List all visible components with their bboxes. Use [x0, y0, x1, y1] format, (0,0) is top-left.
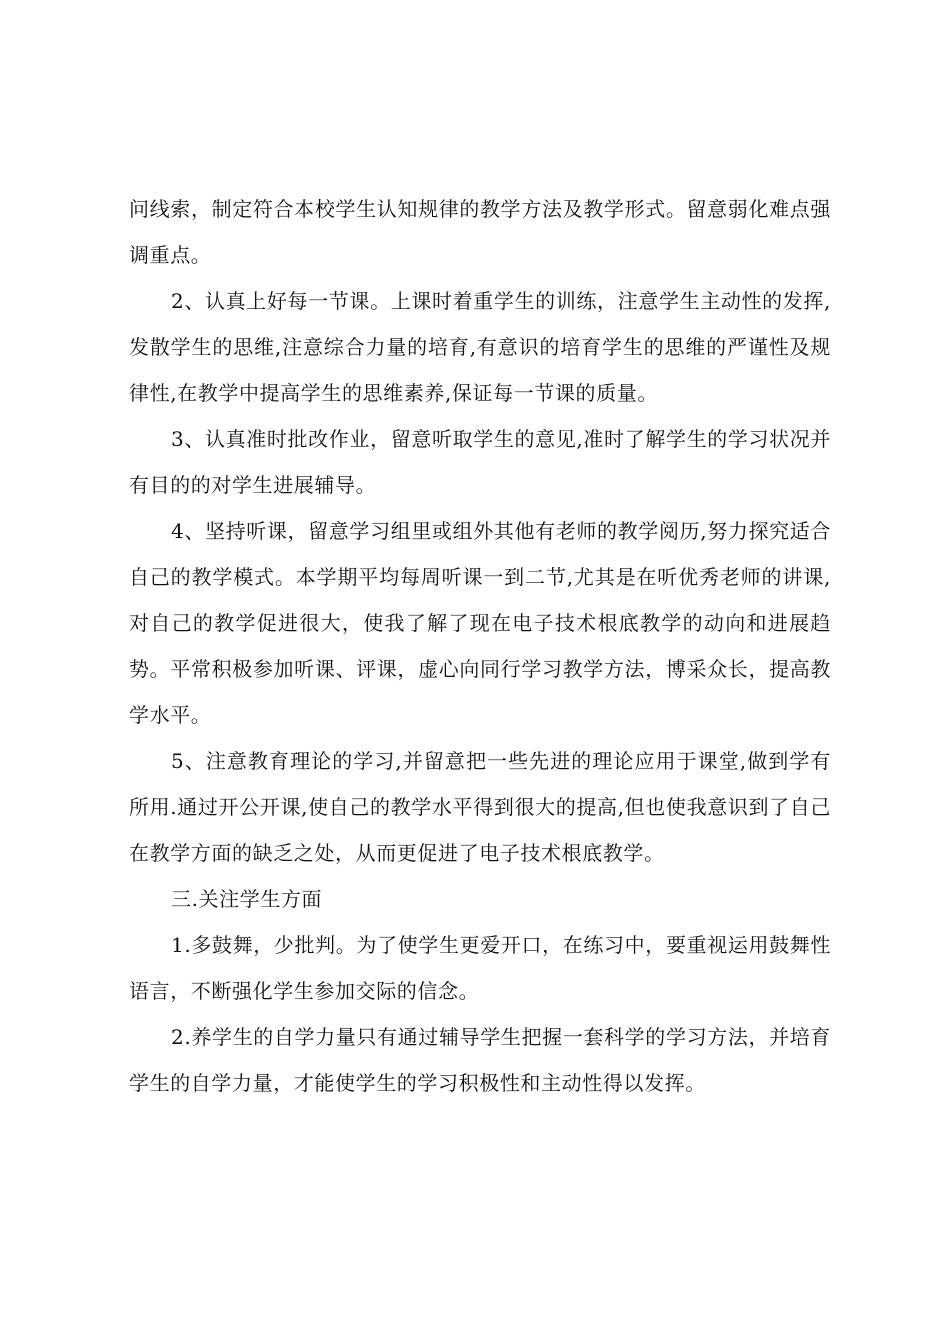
paragraph-subitem-1: 1.多鼓舞，少批判。为了使学生更爱开口，在练习中，要重视运用鼓舞性语言，不断强化学生参加交际的信念。 — [129, 933, 831, 1003]
paragraph-item-5: 5、注意教育理论的学习,并留意把一些先进的理论应用于课堂,做到学有所用.通过开公开课,使自己的教学水平得到很大的提高,但也使我意识到了自己在教学方面的缺乏之处，从而更促进了电子技术根底教学。 — [129, 749, 831, 865]
paragraph-continuation: 问线索，制定符合本校学生认知规律的教学方法及教学形式。留意弱化难点强调重点。 — [129, 197, 831, 267]
paragraph-item-4: 4、坚持听课，留意学习组里或组外其他有老师的教学阅历,努力探究适合自己的教学模式。本学期平均每周听课一到二节,尤其是在听优秀老师的讲课,对自己的教学促进很大，使我了解了现在电子技术根底教学的动向和进展趋势。平常积极参加听课、评课，虚心向同行学习教学方法，博采众长，提高教学水平。 — [129, 519, 831, 727]
paragraph-subitem-2: 2.养学生的自学力量只有通过辅导学生把握一套科学的学习方法，并培育学生的自学力量，才能使学生的学习积极性和主动性得以发挥。 — [129, 1025, 831, 1095]
document-body — [129, 186, 831, 1106]
paragraph-item-3: 3、认真准时批改作业，留意听取学生的意见,准时了解学生的学习状况并有目的的对学生进展辅导。 — [129, 427, 831, 497]
paragraph-item-2: 2、认真上好每一节课。上课时着重学生的训练，注意学生主动性的发挥,发散学生的思维,注意综合力量的培育,有意识的培育学生的思维的严谨性及规律性,在教学中提高学生的思维素养,保证每一节课的质量。 — [129, 289, 831, 405]
section-heading: 三.关注学生方面 — [171, 887, 323, 911]
